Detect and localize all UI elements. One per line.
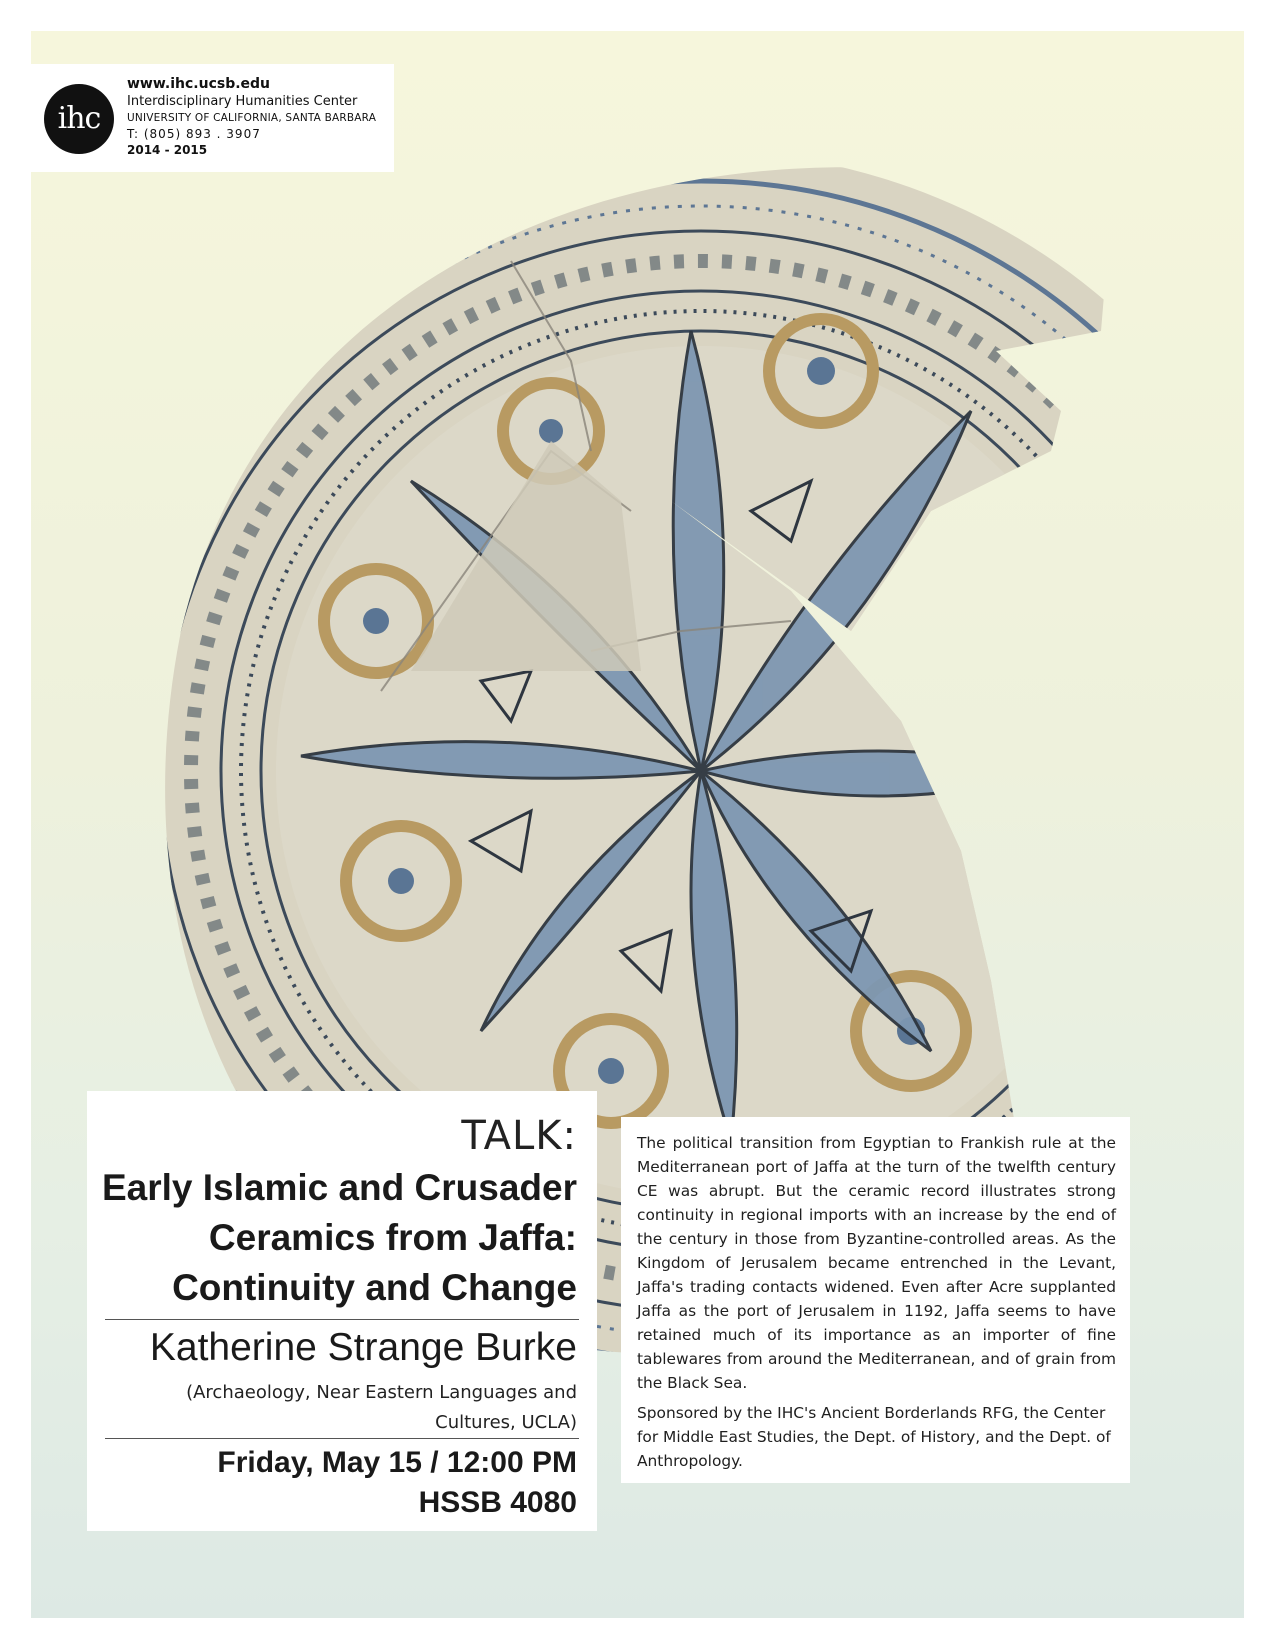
speaker-name: Katherine Strange Burke — [149, 1326, 577, 1369]
header-info-box — [31, 64, 394, 172]
speaker-affiliation: (Archaeology, Near Eastern Languages and Cultures, UCLA) — [186, 1382, 577, 1433]
divider — [105, 1438, 579, 1439]
talk-label: TALK: — [461, 1113, 577, 1159]
divider — [105, 1319, 579, 1320]
website-url[interactable]: www.ihc.ucsb.edu — [127, 76, 271, 92]
talk-info-box — [87, 1091, 597, 1531]
university-name: UNIVERSITY OF CALIFORNIA, SANTA BARBARA — [127, 112, 377, 124]
ihc-logo: ihc — [44, 84, 114, 154]
poster — [31, 31, 1244, 1618]
event-room: HSSB 4080 — [418, 1486, 577, 1519]
phone-number: T: (805) 893 . 3907 — [127, 127, 261, 141]
center-name: Interdisciplinary Humanities Center — [127, 94, 358, 109]
academic-year: 2014 - 2015 — [127, 143, 208, 157]
event-date-time: Friday, May 15 / 12:00 PM — [217, 1446, 577, 1479]
talk-abstract: The political transition from Egyptian to Frankish rule at the Mediterranean port of Jaffa at the turn of the twelfth century CE was abrupt. But the ceramic record illustrates strong continuity in regional imports with an increase by the end of the century in those from Byzantine-controlled areas. As the Kingdom of Jerusalem became entrenched in the Levant, Jaffa's trading contacts widened. Even after Acre supplanted Jaffa as the port of Jerusalem in 1192, Jaffa seems to have retained much of its importance as an importer of fine tablewares from around the Mediterranean, and of grain from the Black Sea. — [637, 1134, 1116, 1392]
talk-title: Early Islamic and Crusader Ceramics from Jaffa: Continuity and Change — [101, 1167, 577, 1308]
description-box — [621, 1117, 1130, 1483]
sponsors: Sponsored by the IHC's Ancient Borderlands RFG, the Center for Middle East Studies, the Dept. of History, and the Dept. of Anthropology. — [637, 1404, 1111, 1470]
